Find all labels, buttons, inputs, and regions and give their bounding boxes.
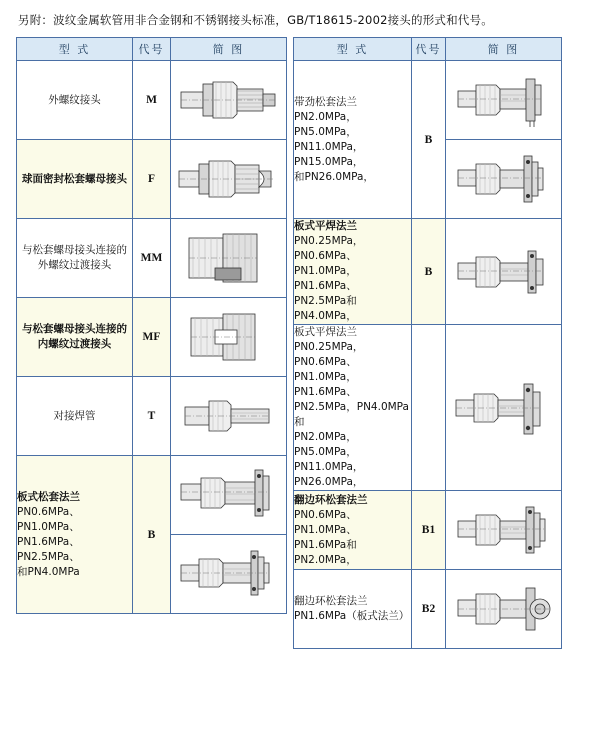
type-line-1: 板式平焊法兰 <box>294 220 357 232</box>
ribbed-loose-flange-diagram-2 <box>446 140 561 218</box>
cell-figure <box>446 491 562 570</box>
cell-code: M <box>133 61 171 140</box>
header-figure: 简 图 <box>171 38 287 61</box>
cell-figure <box>446 570 562 649</box>
cell-code: T <box>133 377 171 456</box>
table-row <box>17 140 287 219</box>
type-line-2: PN1.6MPa（板式法兰） <box>294 610 410 622</box>
tables-container <box>16 37 584 649</box>
type-line-3: PN1.6MPa、PN2.5MPa、 <box>17 535 80 563</box>
type-line-5: PN2.0MPa，PN5.0MPa， <box>294 431 357 458</box>
cell-code: B <box>412 219 446 325</box>
type-line-2: PN0.6MPa、PN1.0MPa、 <box>294 508 357 536</box>
lap-joint-flange-diagram-2 <box>446 570 561 648</box>
table-row <box>294 61 562 140</box>
left-spec-table <box>16 37 287 614</box>
type-line-4: 和PN26.0MPa， <box>294 170 374 183</box>
type-line-1: 板式平焊法兰 <box>294 326 357 338</box>
cell-type <box>294 491 412 570</box>
type-line-4: PN2.5MPa和PN4.0MPa， <box>294 295 357 322</box>
cell-code: B2 <box>412 570 446 649</box>
type-line-2: PN0.25MPa，PN0.6MPa、 <box>294 235 364 262</box>
right-spec-table <box>293 37 562 649</box>
cell-type: 球面密封松套螺母接头 <box>17 140 133 219</box>
table-row <box>294 219 562 325</box>
cell-code: B1 <box>412 491 446 570</box>
table-row <box>294 570 562 649</box>
lap-joint-flange-diagram <box>446 491 561 569</box>
cell-type: 对接焊管 <box>17 377 133 456</box>
cell-code: B <box>412 61 446 219</box>
cell-type: 外螺纹接头 <box>17 61 133 140</box>
cell-figure <box>171 298 287 377</box>
type-line-1: 翻边环松套法兰 <box>294 493 368 506</box>
type-line-3: PN1.0MPa，PN1.6MPa、 <box>294 265 357 292</box>
cell-figure <box>446 140 562 219</box>
cell-code: MF <box>133 298 171 377</box>
table-row <box>294 325 562 491</box>
cell-code: F <box>133 140 171 219</box>
cell-figure <box>446 219 562 325</box>
cell-type: 与松套螺母接头连接的内螺纹过渡接头 <box>17 298 133 377</box>
type-line-2: PN0.25MPa，PN0.6MPa、 <box>294 341 364 368</box>
header-code: 代号 <box>133 38 171 61</box>
type-line-1: 带劲松套法兰 <box>294 95 357 108</box>
cell-figure <box>446 61 562 140</box>
table-row <box>17 456 287 535</box>
cell-figure <box>171 456 287 535</box>
header-code: 代号 <box>412 38 446 61</box>
cell-figure <box>171 535 287 614</box>
table-row <box>17 219 287 298</box>
type-line-2: PN0.6MPa、PN1.0MPa、 <box>17 505 80 533</box>
type-line-1: 翻边环松套法兰 <box>294 595 368 607</box>
cell-type <box>17 456 133 614</box>
cell-type: 与松套螺母接头连接的外螺纹过渡接头 <box>17 219 133 298</box>
cell-type <box>294 570 412 649</box>
type-line-4: PN2.5MPa，PN4.0MPa 和 <box>294 401 409 428</box>
male-thread-fitting-diagram <box>171 61 286 139</box>
male-transition-fitting-diagram <box>171 219 286 297</box>
table-header-row <box>294 38 562 61</box>
ribbed-loose-flange-diagram <box>446 61 561 139</box>
table-row <box>294 491 562 570</box>
table-header-row <box>17 38 287 61</box>
cell-type <box>294 325 412 491</box>
type-line-6: PN11.0MPa，PN26.0MPa， <box>294 461 364 488</box>
cell-figure <box>171 219 287 298</box>
type-line-3: PN1.6MPa和PN2.0MPa， <box>294 538 357 566</box>
cell-figure <box>446 325 562 491</box>
spherical-seal-union-nut-diagram <box>171 140 286 218</box>
plate-loose-flange-diagram <box>171 456 286 534</box>
header-type: 型 式 <box>294 38 412 61</box>
cell-figure <box>171 377 287 456</box>
cell-code <box>412 325 446 491</box>
table-row <box>17 61 287 140</box>
cell-figure <box>171 61 287 140</box>
table-row <box>17 298 287 377</box>
cell-code: MM <box>133 219 171 298</box>
page-title: 另附：波纹金属软管用非合金钢和不锈钢接头标准，GB/T18615-2002接头的形式和代号。 <box>18 13 493 27</box>
female-transition-fitting-diagram <box>171 298 286 376</box>
plate-welding-flange-diagram <box>446 219 561 324</box>
header-type: 型 式 <box>17 38 133 61</box>
type-line-4: 和PN4.0MPa <box>17 565 80 578</box>
cell-figure <box>171 140 287 219</box>
table-row <box>17 377 287 456</box>
plate-loose-flange-diagram-2 <box>171 535 286 613</box>
cell-code: B <box>133 456 171 614</box>
cell-type <box>294 219 412 325</box>
cell-type <box>294 61 412 219</box>
type-line-1: 板式松套法兰 <box>17 490 80 503</box>
plate-welding-flange-diagram-2 <box>446 325 561 490</box>
type-line-3: PN1.0MPa，PN1.6MPa、 <box>294 371 357 398</box>
type-line-3: PN11.0MPa，PN15.0MPa， <box>294 140 364 168</box>
butt-weld-pipe-diagram <box>171 377 286 455</box>
header-figure: 简 图 <box>446 38 562 61</box>
type-line-2: PN2.0MPa，PN5.0MPa， <box>294 110 357 138</box>
